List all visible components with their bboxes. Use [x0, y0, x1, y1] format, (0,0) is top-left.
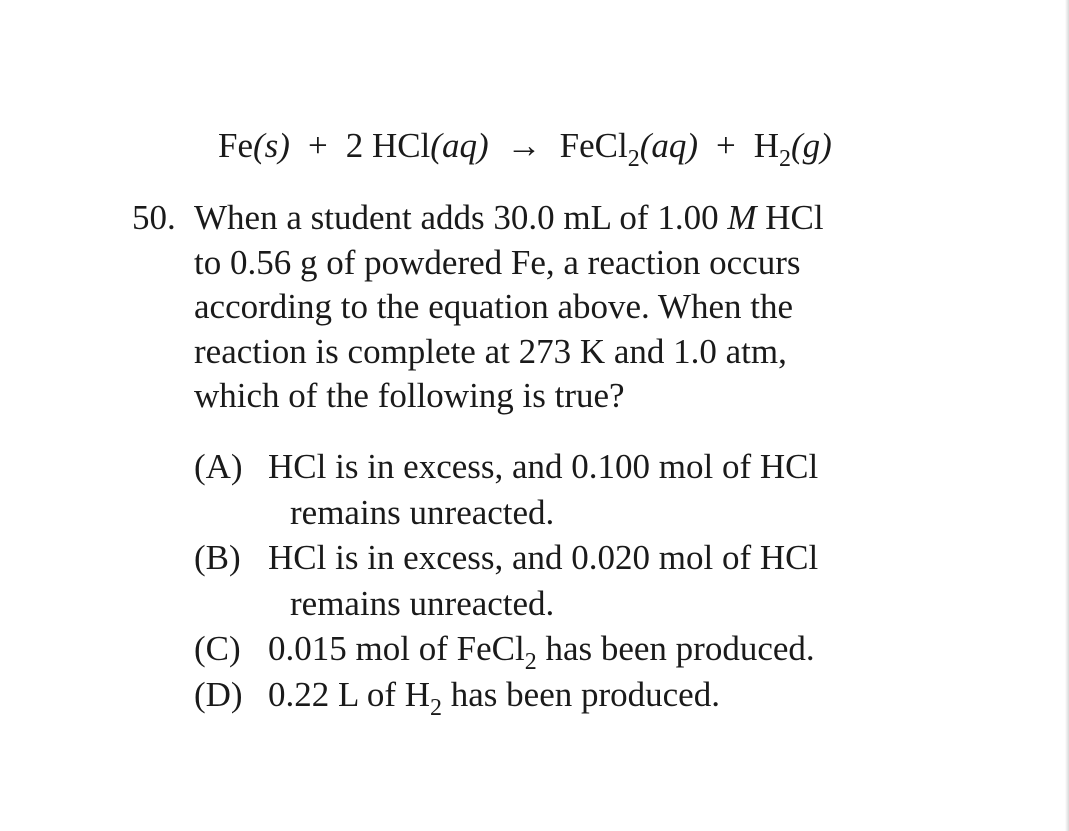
choice-b-letter: (B) — [194, 538, 241, 577]
question-text — [194, 196, 824, 419]
state-gas: (g) — [791, 126, 832, 165]
choice-a-continuation: remains unreacted. — [290, 492, 555, 532]
choice-a-letter: (A) — [194, 447, 243, 486]
question-number: 50. — [132, 198, 176, 237]
choice-c-text: 0.015 mol of FeCl$_2$ has been produced. — [268, 629, 815, 675]
plus-sign-products: + — [716, 126, 736, 165]
question-line-4: reaction is complete at 273 K and 1.0 atm, — [194, 331, 787, 371]
equation-fecl2: FeCl$_2$(aq) — [559, 126, 698, 172]
state-aqueous-product: (aq) — [639, 126, 698, 165]
question-line-5: which of the following is true? — [194, 376, 625, 416]
choice-d-letter: (D) — [194, 674, 243, 714]
choice-a[interactable] — [194, 444, 818, 535]
answer-choices — [194, 444, 819, 721]
choice-b[interactable] — [194, 535, 818, 626]
question-line-1: When a student adds 30.0 mL of 1.00 M HCl — [194, 198, 824, 237]
reaction-arrow: → — [506, 126, 542, 165]
choice-d[interactable] — [194, 672, 818, 721]
plus-sign: + — [307, 126, 328, 165]
choice-c-letter: (C) — [194, 629, 241, 668]
equation-fe: Fe(s) — [218, 126, 290, 165]
choice-a-text: HCl is in excess, and 0.100 mol of HCl — [268, 447, 819, 486]
choice-c[interactable] — [194, 626, 818, 675]
state-solid: (s) — [253, 126, 290, 165]
choice-b-text: HCl is in excess, and 0.020 mol of HCl — [268, 538, 819, 577]
question-line-3: according to the equation above. When the — [194, 287, 793, 327]
equation-hcl: 2 HCl(aq) — [345, 126, 489, 165]
choice-b-continuation: remains unreacted. — [290, 583, 555, 623]
choice-d-text: 0.22 L of $H_2$ has been produced. — [268, 674, 720, 721]
page-edge — [1065, 0, 1069, 831]
question-line-2: to 0.56 g of powdered Fe, a reaction occurs — [194, 242, 801, 282]
equation-h2: $H_2(g)$ — [753, 126, 832, 172]
chemical-equation — [218, 122, 832, 170]
state-aqueous: (aq) — [430, 126, 489, 165]
